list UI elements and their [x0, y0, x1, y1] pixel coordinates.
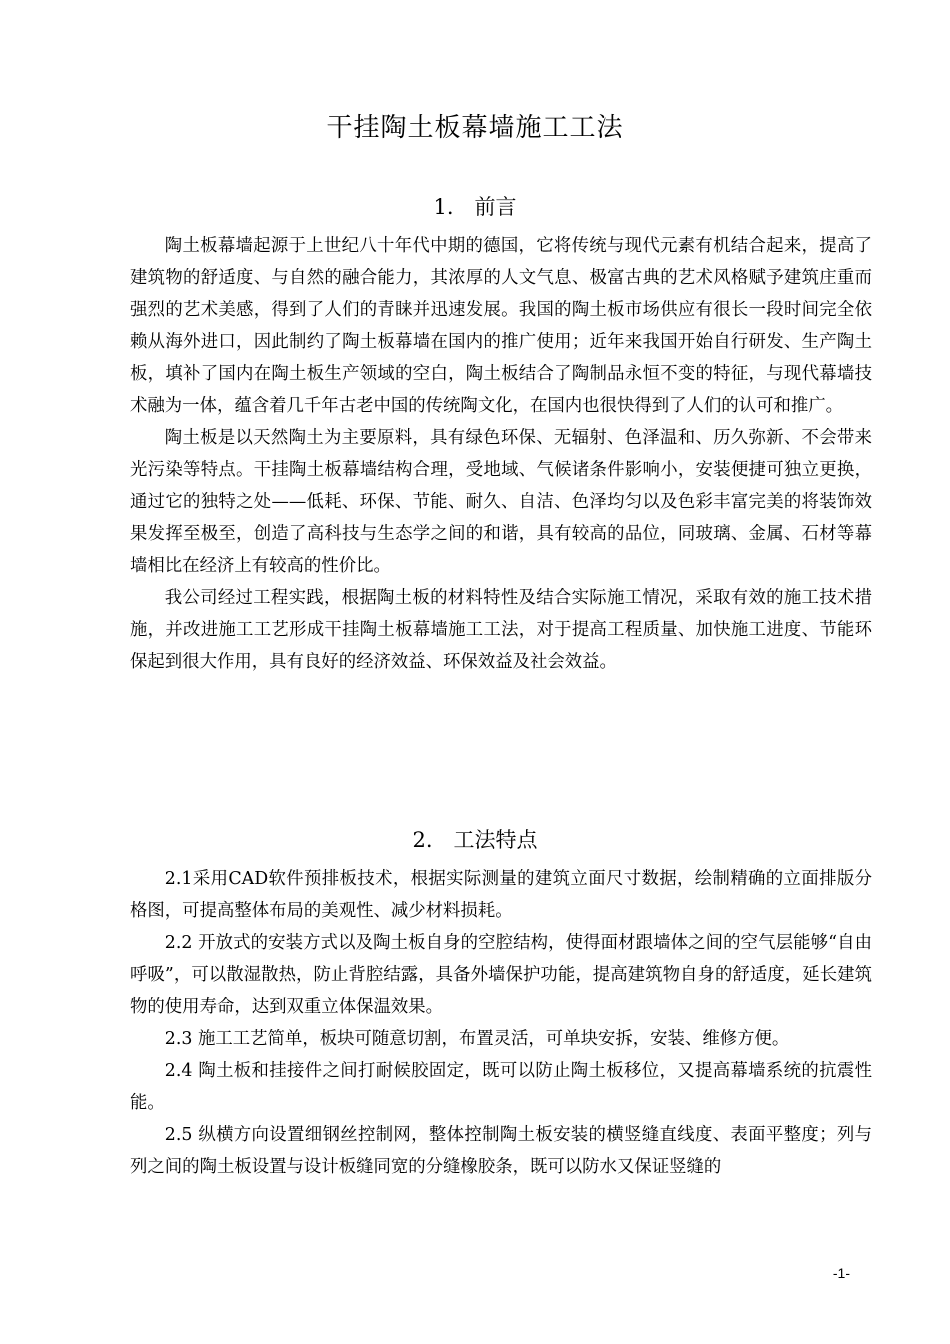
section-heading-preface: 1. 前言 — [433, 195, 517, 219]
paragraph: 2.3 施工工艺简单，板块可随意切割，布置灵活，可单块安拆，安装、维修方便。 — [164, 1029, 790, 1049]
document-title: 干挂陶土板幕墙施工工法 — [326, 113, 624, 143]
page-number: -1- — [832, 1265, 850, 1281]
paragraph: 2.1采用CAD软件预排板技术，根据实际测量的建筑立面尺寸数据，绘制精确的立面排版分格图，可提高整体布局的美观性、减少材料损耗。 — [130, 869, 872, 921]
paragraph: 我公司经过工程实践，根据陶土板的材料特性及结合实际施工情况，采取有效的施工技术措施，并改进施工工艺形成干挂陶土板幕墙施工工法，对于提高工程质量、加快施工进度、节能环保起到很大作用，具有良好的经济效益、环保效益及社会效益。 — [130, 588, 872, 672]
paragraph: 陶土板幕墙起源于上世纪八十年代中期的德国，它将传统与现代元素有机结合起来，提高了建筑物的舒适度、与自然的融合能力，其浓厚的人文气息、极富古典的艺术风格赋予建筑庄重而强烈的艺术美感，得到了人们的青睐并迅速发展。我国的陶土板市场供应有很长一段时间完全依赖从海外进口，因此制约了陶土板幕墙在国内的推广使用；近年来我国开始自行研发、生产陶土板，填补了国内在陶土板生产领域的空白，陶土板结合了陶制品永恒不变的特征，与现代幕墙技术融为一体，蕴含着几千年古老中国的传统陶文化，在国内也很快得到了人们的认可和推广。 — [130, 236, 872, 416]
section-body-preface — [130, 230, 872, 678]
paragraph: 2.2 开放式的安装方式以及陶土板自身的空腔结构，使得面材跟墙体之间的空气层能够“自由呼吸”，可以散湿散热，防止背腔结露，具备外墙保护功能，提高建筑物自身的舒适度，延长建筑物的使用寿命，达到双重立体保温效果。 — [130, 933, 872, 1017]
section-body-features — [130, 863, 872, 1183]
section-heading-features: 2. 工法特点 — [412, 828, 538, 852]
paragraph: 2.4 陶土板和挂接件之间打耐候胶固定，既可以防止陶土板移位，又提高幕墙系统的抗震性能。 — [130, 1061, 872, 1113]
paragraph: 2.5 纵横方向设置细钢丝控制网，整体控制陶土板安装的横竖缝直线度、表面平整度；列与列之间的陶土板设置与设计板缝同宽的分缝橡胶条，既可以防水又保证竖缝的 — [130, 1125, 872, 1177]
paragraph: 陶土板是以天然陶土为主要原料，具有绿色环保、无辐射、色泽温和、历久弥新、不会带来光污染等特点。干挂陶土板幕墙结构合理，受地域、气候诸条件影响小，安装便捷可独立更换，通过它的独特之处——低耗、环保、节能、耐久、自洁、色泽均匀以及色彩丰富完美的将装饰效果发挥至极至，创造了高科技与生态学之间的和谐，具有较高的品位，同玻璃、金属、石材等幕墙相比在经济上有较高的性价比。 — [130, 428, 872, 576]
